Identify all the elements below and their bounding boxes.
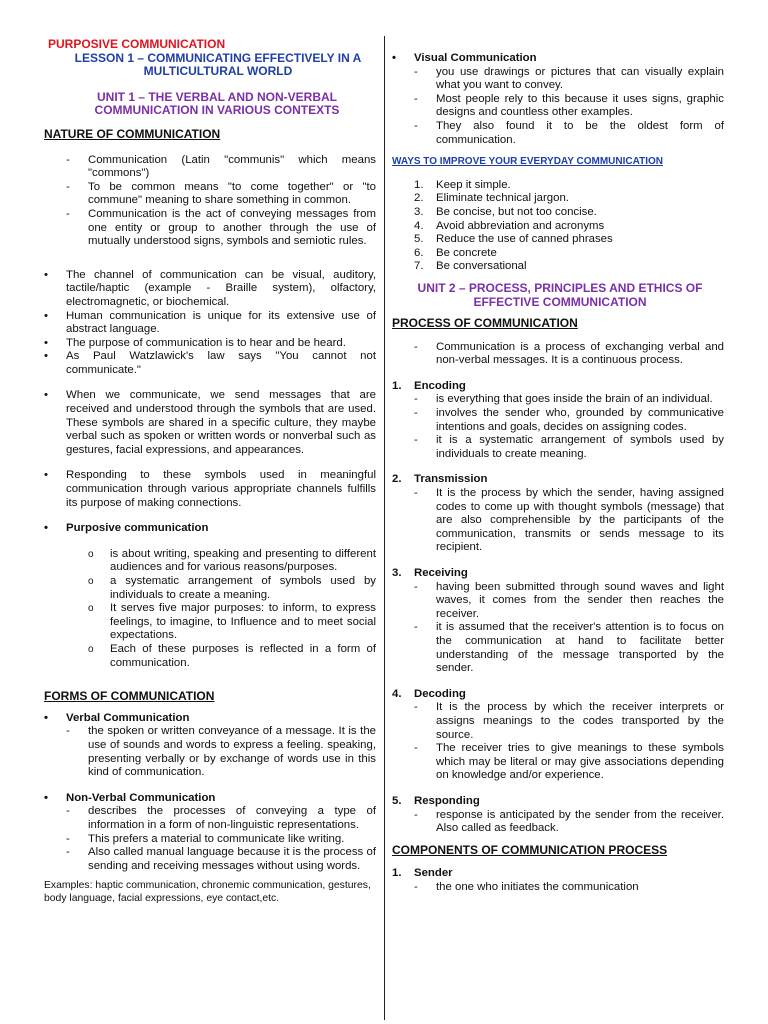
left-column bbox=[44, 38, 376, 905]
forms-heading: FORMS OF COMMUNICATION bbox=[44, 689, 215, 704]
process-intro-list bbox=[392, 341, 724, 368]
list-item: - Most people rely to this because it uses signs, graphic designs and countless other examples. bbox=[392, 93, 724, 120]
unit2-title: UNIT 2 – PROCESS, PRINCIPLES AND ETHICS OF EFFECTIVE COMMUNICATION bbox=[417, 280, 703, 309]
step-items bbox=[392, 701, 724, 783]
list-item: o is about writing, speaking and presenting to different audiences and for various reasons/purposes. bbox=[44, 548, 376, 575]
ways-heading: WAYS TO IMPROVE YOUR EVERYDAY COMMUNICATION bbox=[392, 156, 663, 168]
list-item: - the spoken or written conveyance of a message. It is the use of sounds and words to express a feeling. speaking, presenting verbally or by exchange of words use in this kind of communication. bbox=[44, 725, 376, 779]
right-column bbox=[392, 52, 724, 894]
examples-text: Examples: haptic communication, chronemic communication, gestures, body language, facial expressions, eye contact,etc. bbox=[44, 880, 371, 905]
list-item: - Communication is the act of conveying messages from one entity or group to another through the use of mutually understood signs, symbols and semiotic rules. bbox=[44, 208, 376, 249]
list-item: • The purpose of communication is to hear and be heard. bbox=[44, 337, 376, 351]
list-item: - is everything that goes inside the brain of an individual. bbox=[392, 393, 724, 407]
list-item: 5. Reduce the use of canned phrases bbox=[414, 233, 613, 246]
component-items bbox=[392, 881, 724, 895]
list-item: 4. Avoid abbreviation and acronyms bbox=[414, 219, 605, 232]
list-item: 1. Keep it simple. bbox=[414, 178, 511, 191]
course-title: PURPOSIVE COMMUNICATION bbox=[48, 37, 226, 51]
symbols-bullet-list bbox=[44, 389, 376, 457]
visual-bullet bbox=[392, 52, 724, 66]
step-transmission: 2. Transmission bbox=[392, 473, 488, 486]
list-item: - involves the sender who, grounded by communicative intentions and goals, decides on assigning codes. bbox=[392, 407, 724, 434]
nature-heading: NATURE OF COMMUNICATION bbox=[44, 126, 221, 141]
step-items bbox=[392, 581, 724, 676]
list-item: - the one who initiates the communication bbox=[392, 881, 724, 895]
list-item: - This prefers a material to communicate like writing. bbox=[44, 833, 376, 847]
verbal-list bbox=[44, 725, 376, 779]
nature-dash-list bbox=[44, 154, 376, 249]
list-item: - To be common means "to come together" or "to commune" meaning to share something in common. bbox=[44, 181, 376, 208]
step-responding: 5. Responding bbox=[392, 794, 480, 807]
step-items bbox=[392, 393, 724, 461]
list-item: • When we communicate, we send messages that are received and understood through the symbols that are used. These symbols are shared in a specific culture, they maybe verbal such as spoken or written words or nonverbal such as gestures, facial expressions, and appearances. bbox=[44, 389, 376, 457]
step-receiving: 3. Receiving bbox=[392, 567, 468, 579]
list-item: - They also found it to be the oldest form of communication. bbox=[392, 120, 724, 147]
list-item: o Each of these purposes is reflected in a form of communication. bbox=[44, 643, 376, 670]
step-decoding: 4. Decoding bbox=[392, 687, 466, 700]
unit-title: UNIT 1 – THE VERBAL AND NON-VERBAL COMMUNICATION IN VARIOUS CONTEXTS bbox=[94, 89, 340, 118]
list-item: • Human communication is unique for its extensive use of abstract language. bbox=[44, 310, 376, 337]
process-heading: PROCESS OF COMMUNICATION bbox=[392, 316, 578, 331]
nonverbal-bullet bbox=[44, 792, 376, 806]
column-divider bbox=[384, 36, 385, 1020]
visual-label: • Visual Communication bbox=[392, 52, 724, 66]
list-item: 3. Be concise, but not too concise. bbox=[414, 205, 597, 218]
list-item: - describes the processes of conveying a type of information in a form of non-linguistic representations. bbox=[44, 805, 376, 832]
list-item: • The channel of communication can be visual, auditory, tactile/haptic (example - Braille system), olfactory, electromagnetic, or biochemical. bbox=[44, 269, 376, 310]
lesson-title: LESSON 1 – COMMUNICATING EFFECTIVELY IN A MULTICULTURAL WORLD bbox=[74, 50, 362, 79]
purposive-bullet bbox=[44, 522, 376, 536]
list-item: - Communication is a process of exchanging verbal and non-verbal messages. It is a continuous process. bbox=[392, 341, 724, 368]
visual-list bbox=[392, 66, 724, 148]
purposive-list bbox=[44, 548, 376, 670]
list-item: 7. Be conversational bbox=[414, 260, 527, 273]
nonverbal-list bbox=[44, 805, 376, 873]
verbal-label: • Verbal Communication bbox=[44, 712, 376, 726]
list-item: - It is the process by which the receiver interprets or assigns meanings to the codes transported by the source. bbox=[392, 701, 724, 742]
list-item: • As Paul Watzlawick's law says "You cannot not communicate." bbox=[44, 350, 376, 377]
list-item: - response is anticipated by the sender from the receiver. Also called as feedback. bbox=[392, 809, 724, 836]
list-item: o It serves five major purposes: to inform, to express feelings, to imagine, to Influence and to meet social expectations. bbox=[44, 602, 376, 643]
list-item: 6. Be concrete bbox=[414, 246, 497, 259]
step-items bbox=[392, 487, 724, 555]
list-item: - It is the process by which the sender, having assigned codes to come up with thought symbols (message) that are also comprehensible by the participants of the communication, transmits or sends message to its recipient. bbox=[392, 487, 724, 555]
list-item: - Also called manual language because it is the process of sending and receiving messages without using words. bbox=[44, 846, 376, 873]
list-item: o a systematic arrangement of symbols used by individuals to create a meaning. bbox=[44, 575, 376, 602]
nature-bullet-list bbox=[44, 269, 376, 378]
ways-list bbox=[392, 179, 724, 274]
responding-bullet-list bbox=[44, 469, 376, 510]
step-items bbox=[392, 809, 724, 836]
list-item: 2. Eliminate technical jargon. bbox=[414, 192, 569, 205]
list-item: - The receiver tries to give meanings to these symbols which may be literal or may give associations depending on knowledge and/or experience. bbox=[392, 742, 724, 783]
list-item: - you use drawings or pictures that can visually explain what you want to convey. bbox=[392, 66, 724, 93]
list-item: - it is a systematic arrangement of symbols used by individuals to create meaning. bbox=[392, 434, 724, 461]
nonverbal-label: • Non-Verbal Communication bbox=[44, 792, 376, 806]
list-item: - having been submitted through sound waves and light waves, it comes from the sender then reaches the receiver. bbox=[392, 581, 724, 622]
list-item: - Communication (Latin "communis" which means "commons") bbox=[44, 154, 376, 181]
verbal-bullet bbox=[44, 712, 376, 726]
purposive-label: • Purposive communication bbox=[44, 522, 376, 536]
step-encoding: 1. Encoding bbox=[392, 379, 466, 392]
components-heading: COMPONENTS OF COMMUNICATION PROCESS bbox=[392, 842, 668, 857]
component-sender: 1. Sender bbox=[392, 867, 453, 880]
list-item: - it is assumed that the receiver's attention is to focus on the communication at hand to facilitate better understanding of the message transported by the sender. bbox=[392, 621, 724, 675]
list-item: • Responding to these symbols used in meaningful communication through various appropriate channels fulfills its purpose of making connections. bbox=[44, 469, 376, 510]
